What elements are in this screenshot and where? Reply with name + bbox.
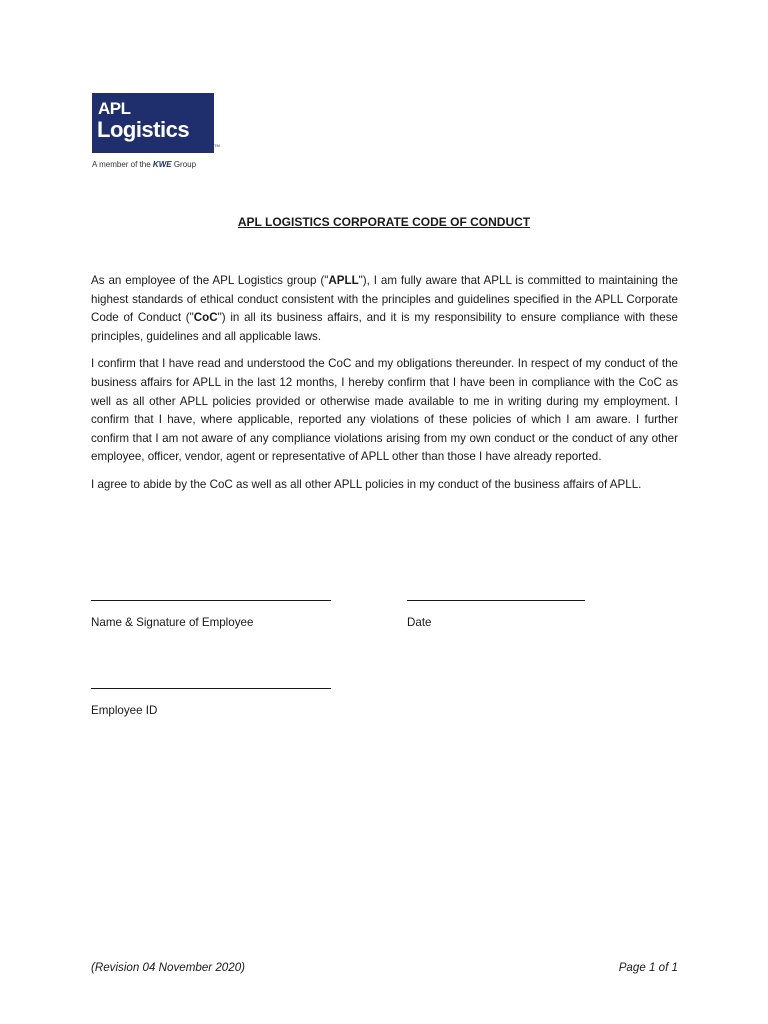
date-line	[407, 600, 585, 601]
term-apll: APLL	[328, 274, 359, 287]
name-signature-label: Name & Signature of Employee	[91, 616, 254, 629]
logo-trademark: TM	[214, 143, 220, 148]
paragraph-awareness-text-2: "), I am fully aware that APLL is committed to maintaining the highest standards of ethical conduct consistent with the principles and guidelines specified in the APLL Corporate Code of Conduct ("	[91, 274, 678, 325]
term-coc: CoC	[193, 311, 218, 325]
footer-revision: (Revision 04 November 2020)	[91, 961, 246, 974]
member-brand: KWE	[152, 160, 172, 169]
paragraph-awareness-text-3: ") in all its business affairs, and it is my responsibility to ensure compliance with these principles, guidelines and all applicable laws.	[91, 311, 678, 343]
employee-id-label: Employee ID	[91, 704, 158, 717]
member-suffix: Group	[171, 160, 197, 169]
apl-logistics-logo	[92, 93, 214, 153]
document-body	[91, 272, 678, 504]
footer-page-number: Page 1 of 1	[618, 961, 678, 974]
paragraph-agreement: I agree to abide by the CoC as well as all other APLL policies in my conduct of the business affairs of APLL.	[91, 477, 642, 491]
employee-id-line	[91, 688, 331, 689]
name-signature-line	[91, 600, 331, 601]
logo-text-apl: APL	[98, 99, 131, 118]
paragraph-awareness	[91, 272, 678, 346]
paragraph-awareness-text-1: As an employee of the APL Logistics group ("	[91, 274, 329, 287]
paragraph-confirmation: I confirm that I have read and understood the CoC and my obligations thereunder. In respect of my conduct of the business affairs for APLL in the last 12 months, I hereby confirm that I have been in compliance with the CoC as well as all other APLL policies provided or otherwise made available to me in writing during my employment. I confirm that I have, where applicable, reported any violations of these policies of which I am aware. I further confirm that I am not aware of any compliance violations arising from my own conduct or the conduct of any other employee, officer, vendor, agent or representative of APLL other than those I have already reported.	[91, 357, 678, 464]
date-label: Date	[407, 616, 432, 629]
logo-member-tagline	[92, 160, 196, 170]
member-prefix: A member of the	[92, 160, 153, 169]
document-title: APL LOGISTICS CORPORATE CODE OF CONDUCT	[237, 215, 531, 229]
logo-text-logistics: Logistics	[97, 117, 190, 142]
